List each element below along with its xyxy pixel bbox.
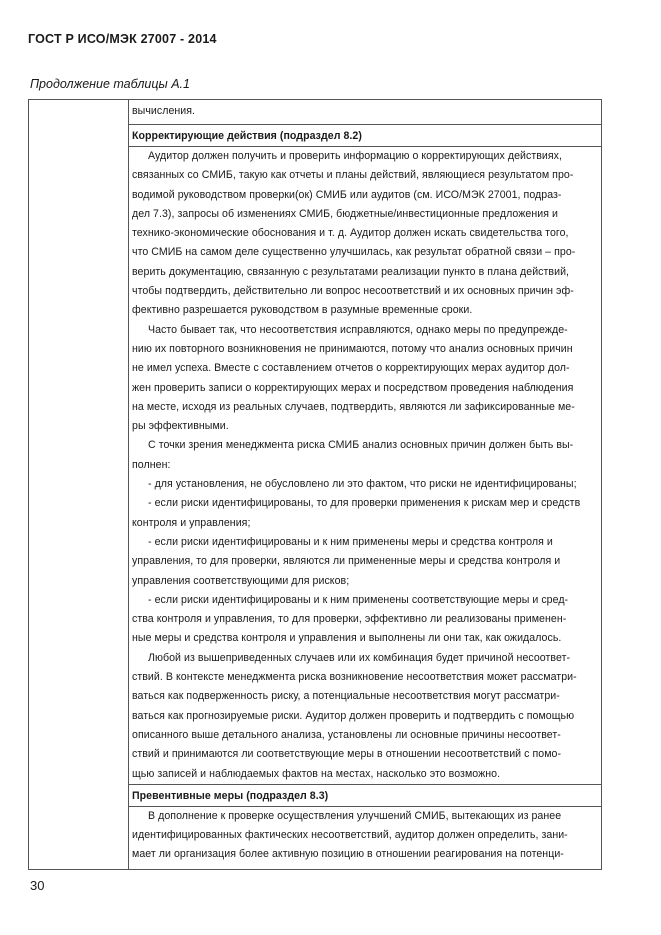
text-line: Часто бывает так, что несоответствия исправляются, однако меры по предупрежде- — [148, 323, 568, 336]
text-line: связанных со СМИБ, такую как отчеты и планы действий, являющиеся результатом про- — [132, 169, 574, 182]
text-line: управления соответствующими для рисков; — [132, 574, 350, 587]
section-heading-preventive: Превентивные меры (подраздел 8.3) — [129, 784, 601, 806]
text-line: ваться как подверженность риску, а потенциальные несоответствия могут рассматри- — [132, 690, 560, 703]
text-line: ры эффективными. — [132, 420, 229, 433]
text-line: Любой из вышеприведенных случаев или их комбинация будет причиной несоответ- — [148, 651, 571, 664]
text-line: что СМИБ на самом деле существенно улучшилась, как результат обратной связи – про- — [132, 246, 576, 259]
text-line: нию их повторного возникновения не принимаются, потому что анализ основных причин — [132, 342, 573, 355]
page-number: 30 — [30, 878, 45, 893]
text-line: С точки зрения менеджмента риска СМИБ анализ основных причин должен быть вы- — [148, 439, 574, 452]
section-body-corrective — [129, 146, 601, 784]
text-line: ствий. В контексте менеджмента риска возникновение несоответствия может рассматри- — [132, 671, 577, 684]
text-line: В дополнение к проверке осуществления улучшений СМИБ, вытекающих из ранее — [148, 809, 562, 822]
requirements-table — [28, 99, 602, 870]
text-line: Аудитор должен получить и проверить информацию о корректирующих действиях, — [148, 150, 563, 162]
text-line: дел 7.3), запросы об изменениях СМИБ, бюджетные/инвестиционные предложения и — [132, 207, 558, 220]
text-line: чтобы подтвердить, действительно ли вопрос несоответствий и их основных причин эф- — [132, 285, 574, 298]
text-line: - для установления, не обусловлено ли это фактом, что риски не идентифицированы; — [148, 478, 577, 491]
section-heading-corrective: Корректирующие действия (подраздел 8.2) — [129, 124, 601, 146]
text-line: полнен: — [132, 458, 171, 471]
text-line: - если риски идентифицированы, то для проверки применения к рискам мер и средств — [148, 497, 581, 510]
text-line: ствий и принимаются ли соответствующие меры в отношении несоответствий с помо- — [132, 748, 562, 761]
text-line: жен проверить записи о корректирующих мерах и посредством проведения наблюдения — [132, 381, 574, 394]
section-body-preventive — [129, 806, 601, 865]
text-line: контроля и управления; — [132, 516, 251, 529]
text-line: описанного выше детального анализа, установлены ли основные причины несоответ- — [132, 728, 561, 741]
text-line: технико-экономические обоснования и т. д. Аудитор должен искать свидетельства того, — [132, 227, 569, 240]
document-header: ГОСТ Р ИСО/МЭК 27007 - 2014 — [28, 32, 217, 46]
text-line: верить документацию, связанную с результатами реализации пункто в плана действий, — [132, 265, 570, 278]
text-line: не имел успеха. Вместе с составлением отчетов о корректирующих мерах аудитор дол- — [132, 362, 570, 375]
table-left-column — [29, 100, 129, 869]
text-line: ные меры и средства контроля и управления и выполнены ли они так, как ожидалось. — [132, 632, 562, 645]
text-line: идентифицированных фактических несоответствий, аудитор должен определить, зани- — [132, 829, 568, 842]
text-line: - если риски идентифицированы и к ним применены соответствующие меры и сред- — [148, 593, 569, 606]
text-line: ваться как прогнозируемые риски. Аудитор должен проверить и подтвердить с помощью — [132, 709, 575, 722]
text-line: ства контроля и управления, то для проверки, эффективно ли реализованы применен- — [132, 613, 567, 626]
table-right-column — [129, 100, 601, 869]
text-line: на месте, исходя из реальных случаев, подтвердить, являются ли зафиксированные ме- — [132, 400, 575, 413]
table-first-line: вычисления. — [132, 105, 196, 117]
text-line: управления, то для проверки, являются ли примененные меры и средства контроля и — [132, 555, 561, 568]
text-line: щью записей и наблюдаемых фактов на местах, насколько это возможно. — [132, 767, 501, 780]
text-line: водимой руководством проверки(ок) СМИБ или аудитов (см. ИСО/МЭК 27001, подраз- — [132, 188, 562, 201]
text-line: - если риски идентифицированы и к ним применены меры и средства контроля и — [148, 535, 553, 548]
text-line: мает ли организация более активную позицию в отношении реагирования на потенци- — [132, 848, 564, 861]
table-continuation-label: Продолжение таблицы А.1 — [30, 77, 190, 91]
text-line: фективно разрешается руководством в разумные временные сроки. — [132, 304, 473, 317]
